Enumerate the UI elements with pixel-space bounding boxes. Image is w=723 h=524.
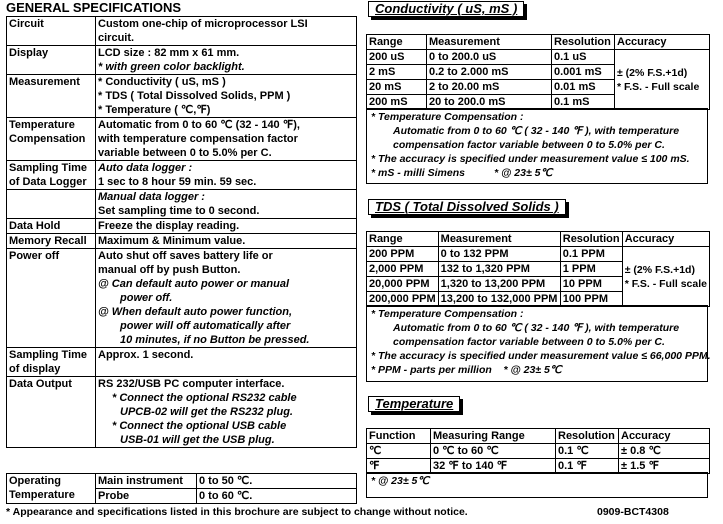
spec-value: LCD size : 82 mm x 61 mm. * with green color backlight. bbox=[96, 46, 357, 75]
main-instrument-label: Main instrument bbox=[96, 474, 197, 489]
temperature-title: Temperature bbox=[368, 396, 460, 412]
spec-label: Sampling Time of Data Logger bbox=[7, 161, 96, 190]
table-cell: ± 1.5 ℉ bbox=[619, 459, 710, 474]
table-cell: 10 PPM bbox=[560, 277, 622, 292]
column-header: Resolution bbox=[556, 429, 619, 444]
table-cell: 0.001 mS bbox=[552, 65, 615, 80]
note-line: Automatic from 0 to 60 ℃ ( 32 - 140 ℉ ), with temperature bbox=[393, 125, 680, 137]
table-cell: 13,200 to 132,000 PPM bbox=[438, 292, 560, 307]
note-line: compensation factor variable between 0 to 5.0% per C. bbox=[393, 139, 665, 151]
main-instrument-value: 0 to 50 ℃. bbox=[197, 474, 357, 489]
spec-value: Freeze the display reading. bbox=[96, 219, 357, 234]
operating-temp-table bbox=[6, 473, 357, 504]
table-cell: 2,000 PPM bbox=[367, 262, 439, 277]
spec-value: Auto data logger : 1 sec to 8 hour 59 min. 59 sec. bbox=[96, 161, 357, 190]
table-row bbox=[367, 50, 710, 65]
table-cell: 200 PPM bbox=[367, 247, 439, 262]
spec-row bbox=[7, 17, 357, 46]
spec-row bbox=[7, 234, 357, 249]
note-line: Automatic from 0 to 60 ℃ ( 32 - 140 ℉ ), with temperature bbox=[393, 322, 680, 334]
table-cell: 0.1 PPM bbox=[560, 247, 622, 262]
spec-row bbox=[7, 190, 357, 219]
column-header: Resolution bbox=[552, 35, 615, 50]
spec-value: Automatic from 0 to 60 ℃ (32 - 140 ℉), with temperature compensation factor variable between 0 to 5.0% per C. bbox=[96, 118, 357, 161]
spec-label: Temperature Compensation bbox=[7, 118, 96, 161]
spec-label bbox=[7, 190, 96, 219]
spec-value: RS 232/USB PC computer interface. * Connect the optional RS232 cable UPCB-02 will get the RS232 plug. * Connect the optional USB cable USB-01 will get the USB plug. bbox=[96, 377, 357, 448]
temperature-note: * @ 23± 5℃ bbox=[366, 472, 708, 498]
table-cell: 20 mS bbox=[367, 80, 427, 95]
footer-disclaimer: * Appearance and specifications listed in this brochure are subject to change without notice. bbox=[6, 506, 468, 518]
tds-title: TDS ( Total Dissolved Solids ) bbox=[368, 199, 566, 215]
table-cell: 200 uS bbox=[367, 50, 427, 65]
table-cell: 0.1 ℃ bbox=[556, 444, 619, 459]
note-line: * Temperature Compensation : bbox=[371, 111, 524, 123]
operating-label: Operating Temperature bbox=[7, 474, 96, 504]
table-row bbox=[367, 247, 710, 262]
spec-row bbox=[7, 348, 357, 377]
spec-row bbox=[7, 75, 357, 118]
accuracy-cell: ± (2% F.S.+1d) * F.S. - Full scale bbox=[622, 247, 709, 307]
column-header: Accuracy bbox=[622, 232, 709, 247]
table-cell: 20,000 PPM bbox=[367, 277, 439, 292]
spec-label: Data Hold bbox=[7, 219, 96, 234]
spec-label: Memory Recall bbox=[7, 234, 96, 249]
table-cell: 0 to 132 PPM bbox=[438, 247, 560, 262]
accuracy-cell: ± (2% F.S.+1d) * F.S. - Full scale bbox=[615, 50, 710, 110]
column-header: Resolution bbox=[560, 232, 622, 247]
table-header-row bbox=[367, 35, 710, 50]
table-row bbox=[367, 444, 710, 459]
general-spec-title: GENERAL SPECIFICATIONS bbox=[6, 0, 182, 15]
table-cell: 0.1 mS bbox=[552, 95, 615, 110]
conductivity-notes bbox=[366, 108, 708, 184]
table-header-row bbox=[367, 232, 710, 247]
tds-notes bbox=[366, 305, 711, 382]
table-cell: 200,000 PPM bbox=[367, 292, 439, 307]
note-line: * The accuracy is specified under measurement value ≤ 100 mS. bbox=[371, 153, 690, 165]
spec-value: Approx. 1 second. bbox=[96, 348, 357, 377]
column-header: Measuring Range bbox=[431, 429, 556, 444]
spec-value: Auto shut off saves battery life or manual off by push Button. @ Can default auto power or manual power off. @ When default auto power function, power will off automatically after 10 minutes, if no Button be pressed. bbox=[96, 249, 357, 348]
column-header: Accuracy bbox=[619, 429, 710, 444]
table-cell: 2 mS bbox=[367, 65, 427, 80]
note-line: * PPM - parts per million * @ 23± 5℃ bbox=[371, 364, 562, 376]
conductivity-title: Conductivity ( uS, mS ) bbox=[368, 1, 524, 17]
table-cell: 200 mS bbox=[367, 95, 427, 110]
note-line: * Temperature Compensation : bbox=[371, 308, 524, 320]
table-cell: 0.2 to 2.000 mS bbox=[427, 65, 552, 80]
table-cell: 0.1 ℉ bbox=[556, 459, 619, 474]
spec-value: Manual data logger : Set sampling time to 0 second. bbox=[96, 190, 357, 219]
general-spec-table bbox=[6, 16, 357, 448]
footer-code: 0909-BCT4308 bbox=[597, 506, 669, 518]
spec-value: * Conductivity ( uS, mS ) * TDS ( Total Dissolved Solids, PPM ) * Temperature ( ℃,℉) bbox=[96, 75, 357, 118]
spec-label: Sampling Time of display bbox=[7, 348, 96, 377]
table-cell: 100 PPM bbox=[560, 292, 622, 307]
column-header: Function bbox=[367, 429, 431, 444]
table-cell: 1,320 to 13,200 PPM bbox=[438, 277, 560, 292]
table-cell: 0 to 200.0 uS bbox=[427, 50, 552, 65]
conductivity-table bbox=[366, 34, 710, 110]
spec-value: Custom one-chip of microprocessor LSI circuit. bbox=[96, 17, 357, 46]
probe-value: 0 to 60 ℃. bbox=[197, 489, 357, 504]
table-cell: ± 0.8 ℃ bbox=[619, 444, 710, 459]
spec-row bbox=[7, 161, 357, 190]
spec-value: Maximum & Minimum value. bbox=[96, 234, 357, 249]
tds-table bbox=[366, 231, 710, 307]
note-line: * The accuracy is specified under measurement value ≤ 66,000 PPM. bbox=[371, 350, 711, 362]
table-cell: 0 ℃ to 60 ℃ bbox=[431, 444, 556, 459]
table-cell: 0.01 mS bbox=[552, 80, 615, 95]
table-cell: 20 to 200.0 mS bbox=[427, 95, 552, 110]
spec-row bbox=[7, 249, 357, 348]
table-cell: 32 ℉ to 140 ℉ bbox=[431, 459, 556, 474]
table-header-row bbox=[367, 429, 710, 444]
spec-label: Circuit bbox=[7, 17, 96, 46]
column-header: Measurement bbox=[427, 35, 552, 50]
table-cell: 2 to 20.00 mS bbox=[427, 80, 552, 95]
table-cell: 132 to 1,320 PPM bbox=[438, 262, 560, 277]
spec-row bbox=[7, 46, 357, 75]
column-header: Range bbox=[367, 232, 439, 247]
column-header: Range bbox=[367, 35, 427, 50]
table-cell: ℉ bbox=[367, 459, 431, 474]
probe-label: Probe bbox=[96, 489, 197, 504]
table-cell: 1 PPM bbox=[560, 262, 622, 277]
spec-label: Display bbox=[7, 46, 96, 75]
note-line: compensation factor variable between 0 to 5.0% per C. bbox=[393, 336, 665, 348]
spec-row bbox=[7, 377, 357, 448]
spec-label: Power off bbox=[7, 249, 96, 348]
table-cell: 0.1 uS bbox=[552, 50, 615, 65]
column-header: Measurement bbox=[438, 232, 560, 247]
column-header: Accuracy bbox=[615, 35, 710, 50]
note-line: * mS - milli Simens * @ 23± 5℃ bbox=[371, 167, 553, 179]
temperature-table bbox=[366, 428, 710, 474]
spec-label: Data Output bbox=[7, 377, 96, 448]
table-cell: ℃ bbox=[367, 444, 431, 459]
spec-row bbox=[7, 118, 357, 161]
spec-row bbox=[7, 219, 357, 234]
spec-label: Measurement bbox=[7, 75, 96, 118]
